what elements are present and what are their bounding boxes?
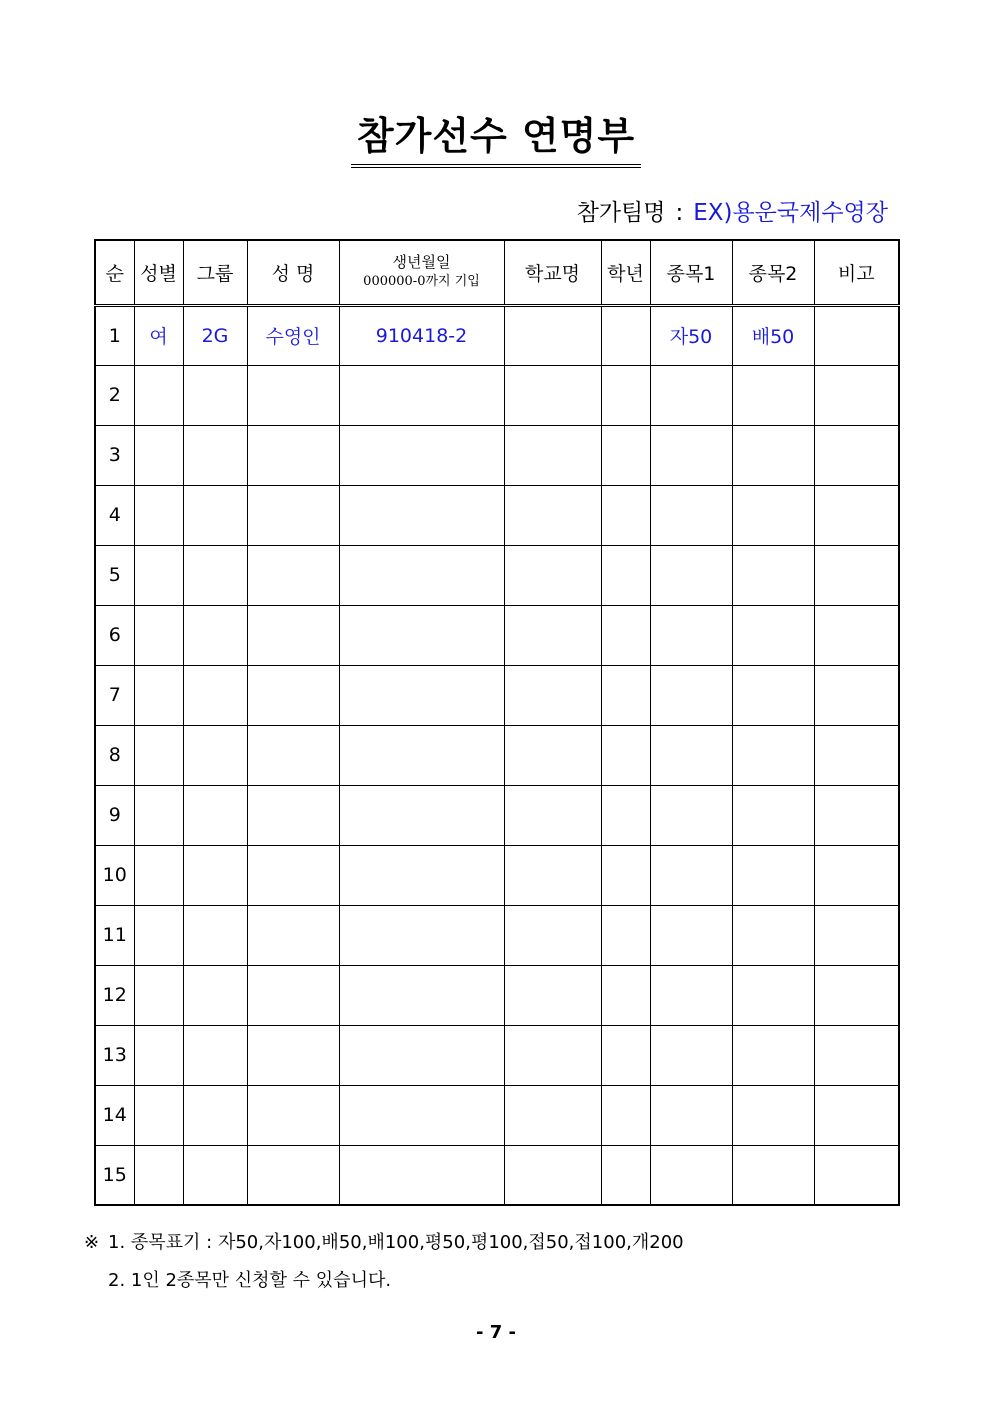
cell-no[interactable]: 2 xyxy=(95,365,134,425)
cell-no[interactable]: 10 xyxy=(95,845,134,905)
cell-name[interactable] xyxy=(247,665,339,725)
cell-birth[interactable] xyxy=(339,905,504,965)
cell-group[interactable] xyxy=(183,1025,247,1085)
cell-birth[interactable] xyxy=(339,665,504,725)
cell-birth[interactable] xyxy=(339,1145,504,1205)
cell-no[interactable]: 11 xyxy=(95,905,134,965)
cell-grade[interactable] xyxy=(601,305,650,365)
cell-school[interactable] xyxy=(504,545,601,605)
cell-event2[interactable] xyxy=(732,1085,814,1145)
cell-school[interactable] xyxy=(504,305,601,365)
cell-name[interactable] xyxy=(247,545,339,605)
cell-gender[interactable] xyxy=(134,1145,183,1205)
cell-event1[interactable] xyxy=(650,1025,732,1085)
cell-remarks[interactable] xyxy=(814,305,899,365)
header-event1: 종목1 xyxy=(650,240,732,305)
cell-name[interactable] xyxy=(247,1145,339,1205)
cell-grade[interactable] xyxy=(601,725,650,785)
cell-gender[interactable] xyxy=(134,665,183,725)
cell-event1[interactable] xyxy=(650,605,732,665)
cell-no[interactable]: 1 xyxy=(95,305,134,365)
header-group: 그룹 xyxy=(183,240,247,305)
cell-event2[interactable] xyxy=(732,905,814,965)
cell-no[interactable]: 3 xyxy=(95,425,134,485)
cell-group[interactable] xyxy=(183,965,247,1025)
cell-school[interactable] xyxy=(504,425,601,485)
cell-birth[interactable] xyxy=(339,845,504,905)
cell-event2[interactable] xyxy=(732,725,814,785)
cell-no[interactable]: 15 xyxy=(95,1145,134,1205)
cell-name[interactable]: 수영인 xyxy=(247,305,339,365)
cell-gender[interactable] xyxy=(134,785,183,845)
cell-grade[interactable] xyxy=(601,1085,650,1145)
cell-grade[interactable] xyxy=(601,1025,650,1085)
header-birth-title: 생년월일 xyxy=(392,253,451,272)
cell-remarks[interactable] xyxy=(814,425,899,485)
cell-no[interactable]: 6 xyxy=(95,605,134,665)
cell-grade[interactable] xyxy=(601,605,650,665)
header-name: 성 명 xyxy=(247,240,339,305)
cell-remarks[interactable] xyxy=(814,545,899,605)
cell-no[interactable]: 9 xyxy=(95,785,134,845)
cell-gender[interactable] xyxy=(134,425,183,485)
cell-no[interactable]: 8 xyxy=(95,725,134,785)
cell-birth[interactable] xyxy=(339,545,504,605)
cell-school[interactable] xyxy=(504,365,601,425)
cell-remarks[interactable] xyxy=(814,365,899,425)
cell-grade[interactable] xyxy=(601,845,650,905)
note-item-2: 2. 1인 2종목만 신청할 수 있습니다. xyxy=(108,1270,392,1291)
cell-grade[interactable] xyxy=(601,365,650,425)
note-item-1: 1. 종목표기 : 자50,자100,배50,배100,평50,평100,접50,접100,개200 xyxy=(108,1232,684,1253)
header-grade: 학년 xyxy=(601,240,650,305)
cell-no[interactable]: 7 xyxy=(95,665,134,725)
cell-birth[interactable]: 910418-2 xyxy=(339,305,504,365)
cell-group[interactable] xyxy=(183,485,247,545)
cell-gender[interactable] xyxy=(134,545,183,605)
cell-name[interactable] xyxy=(247,365,339,425)
cell-name[interactable] xyxy=(247,725,339,785)
cell-event1[interactable] xyxy=(650,665,732,725)
cell-remarks[interactable] xyxy=(814,605,899,665)
cell-grade[interactable] xyxy=(601,425,650,485)
cell-event1[interactable] xyxy=(650,845,732,905)
team-label: 참가팀명 xyxy=(576,200,666,226)
cell-grade[interactable] xyxy=(601,905,650,965)
cell-event2[interactable]: 배50 xyxy=(732,305,814,365)
table-row xyxy=(95,845,899,905)
cell-group[interactable]: 2G xyxy=(183,305,247,365)
cell-name[interactable] xyxy=(247,905,339,965)
table-row xyxy=(95,605,899,665)
cell-event2[interactable] xyxy=(732,845,814,905)
note-row-2 xyxy=(84,1262,684,1300)
cell-no[interactable]: 5 xyxy=(95,545,134,605)
cell-gender[interactable] xyxy=(134,965,183,1025)
cell-group[interactable] xyxy=(183,1085,247,1145)
cell-event1[interactable] xyxy=(650,425,732,485)
cell-name[interactable] xyxy=(247,425,339,485)
cell-gender[interactable] xyxy=(134,1025,183,1085)
roster-body xyxy=(95,305,899,1205)
cell-group[interactable] xyxy=(183,365,247,425)
cell-grade[interactable] xyxy=(601,665,650,725)
cell-gender[interactable] xyxy=(134,845,183,905)
cell-event2[interactable] xyxy=(732,1145,814,1205)
cell-grade[interactable] xyxy=(601,545,650,605)
cell-group[interactable] xyxy=(183,785,247,845)
cell-grade[interactable] xyxy=(601,785,650,845)
cell-birth[interactable] xyxy=(339,785,504,845)
table-row xyxy=(95,1145,899,1205)
cell-gender[interactable] xyxy=(134,485,183,545)
cell-group[interactable] xyxy=(183,845,247,905)
page-number: - 7 - xyxy=(476,1322,516,1343)
cell-remarks[interactable] xyxy=(814,785,899,845)
table-row xyxy=(95,1025,899,1085)
cell-event1[interactable] xyxy=(650,1085,732,1145)
cell-remarks[interactable] xyxy=(814,1025,899,1085)
team-separator: : xyxy=(675,200,684,226)
header-event2: 종목2 xyxy=(732,240,814,305)
cell-name[interactable] xyxy=(247,845,339,905)
cell-gender[interactable] xyxy=(134,905,183,965)
cell-event2[interactable] xyxy=(732,365,814,425)
table-row xyxy=(95,725,899,785)
cell-group[interactable] xyxy=(183,1145,247,1205)
cell-event1[interactable] xyxy=(650,725,732,785)
cell-school[interactable] xyxy=(504,965,601,1025)
header-school: 학교명 xyxy=(504,240,601,305)
cell-event2[interactable] xyxy=(732,665,814,725)
roster-table xyxy=(94,239,900,1206)
cell-event2[interactable] xyxy=(732,425,814,485)
cell-group[interactable] xyxy=(183,905,247,965)
cell-gender[interactable] xyxy=(134,605,183,665)
cell-school[interactable] xyxy=(504,725,601,785)
notes xyxy=(84,1224,684,1300)
cell-remarks[interactable] xyxy=(814,725,899,785)
cell-name[interactable] xyxy=(247,485,339,545)
cell-event1[interactable] xyxy=(650,365,732,425)
cell-name[interactable] xyxy=(247,1025,339,1085)
cell-event1[interactable] xyxy=(650,545,732,605)
cell-event2[interactable] xyxy=(732,605,814,665)
cell-birth[interactable] xyxy=(339,365,504,425)
cell-birth[interactable] xyxy=(339,965,504,1025)
table-row xyxy=(95,545,899,605)
header-row xyxy=(95,240,899,305)
cell-group[interactable] xyxy=(183,425,247,485)
cell-no[interactable]: 14 xyxy=(95,1085,134,1145)
cell-school[interactable] xyxy=(504,1085,601,1145)
cell-event2[interactable] xyxy=(732,785,814,845)
cell-school[interactable] xyxy=(504,1025,601,1085)
title-wrap xyxy=(0,112,992,168)
cell-grade[interactable] xyxy=(601,1145,650,1205)
cell-remarks[interactable] xyxy=(814,485,899,545)
note-row-1 xyxy=(84,1224,684,1262)
cell-event2[interactable] xyxy=(732,485,814,545)
cell-birth[interactable] xyxy=(339,725,504,785)
cell-school[interactable] xyxy=(504,665,601,725)
cell-birth[interactable] xyxy=(339,485,504,545)
cell-event2[interactable] xyxy=(732,965,814,1025)
team-name-value: EX)용운국제수영장 xyxy=(693,200,888,226)
cell-name[interactable] xyxy=(247,785,339,845)
cell-no[interactable]: 12 xyxy=(95,965,134,1025)
table-row xyxy=(95,905,899,965)
cell-remarks[interactable] xyxy=(814,1145,899,1205)
header-remarks: 비고 xyxy=(814,240,899,305)
table-row xyxy=(95,965,899,1025)
cell-name[interactable] xyxy=(247,965,339,1025)
cell-event1[interactable] xyxy=(650,1145,732,1205)
table-row xyxy=(95,305,899,365)
cell-event2[interactable] xyxy=(732,1025,814,1085)
cell-remarks[interactable] xyxy=(814,905,899,965)
cell-name[interactable] xyxy=(247,1085,339,1145)
cell-grade[interactable] xyxy=(601,965,650,1025)
cell-remarks[interactable] xyxy=(814,965,899,1025)
header-birth-hint: 000000-0까지 기입 xyxy=(363,274,480,290)
cell-birth[interactable] xyxy=(339,1025,504,1085)
cell-group[interactable] xyxy=(183,725,247,785)
team-line xyxy=(577,194,888,227)
cell-school[interactable] xyxy=(504,485,601,545)
table-row xyxy=(95,785,899,845)
cell-group[interactable] xyxy=(183,545,247,605)
cell-remarks[interactable] xyxy=(814,1085,899,1145)
table-row xyxy=(95,1085,899,1145)
cell-event1[interactable] xyxy=(650,905,732,965)
cell-remarks[interactable] xyxy=(814,845,899,905)
cell-gender[interactable] xyxy=(134,725,183,785)
cell-group[interactable] xyxy=(183,665,247,725)
table-row xyxy=(95,425,899,485)
header-no: 순 xyxy=(95,240,134,305)
cell-no[interactable]: 4 xyxy=(95,485,134,545)
cell-birth[interactable] xyxy=(339,1085,504,1145)
cell-event1[interactable] xyxy=(650,485,732,545)
cell-event1[interactable] xyxy=(650,785,732,845)
cell-school[interactable] xyxy=(504,845,601,905)
cell-grade[interactable] xyxy=(601,485,650,545)
cell-school[interactable] xyxy=(504,1145,601,1205)
header-birth xyxy=(339,240,504,305)
cell-event2[interactable] xyxy=(732,545,814,605)
cell-birth[interactable] xyxy=(339,425,504,485)
header-gender: 성별 xyxy=(134,240,183,305)
table-row xyxy=(95,665,899,725)
cell-event1[interactable]: 자50 xyxy=(650,305,732,365)
cell-school[interactable] xyxy=(504,785,601,845)
document-title: 참가선수 연명부 xyxy=(351,112,641,168)
cell-name[interactable] xyxy=(247,605,339,665)
cell-gender[interactable]: 여 xyxy=(134,305,183,365)
cell-group[interactable] xyxy=(183,605,247,665)
cell-gender[interactable] xyxy=(134,365,183,425)
cell-birth[interactable] xyxy=(339,605,504,665)
cell-school[interactable] xyxy=(504,905,601,965)
cell-gender[interactable] xyxy=(134,1085,183,1145)
cell-remarks[interactable] xyxy=(814,665,899,725)
cell-event1[interactable] xyxy=(650,965,732,1025)
table-row xyxy=(95,485,899,545)
note-mark: ※ xyxy=(84,1232,100,1253)
cell-school[interactable] xyxy=(504,605,601,665)
table-row xyxy=(95,365,899,425)
cell-no[interactable]: 13 xyxy=(95,1025,134,1085)
